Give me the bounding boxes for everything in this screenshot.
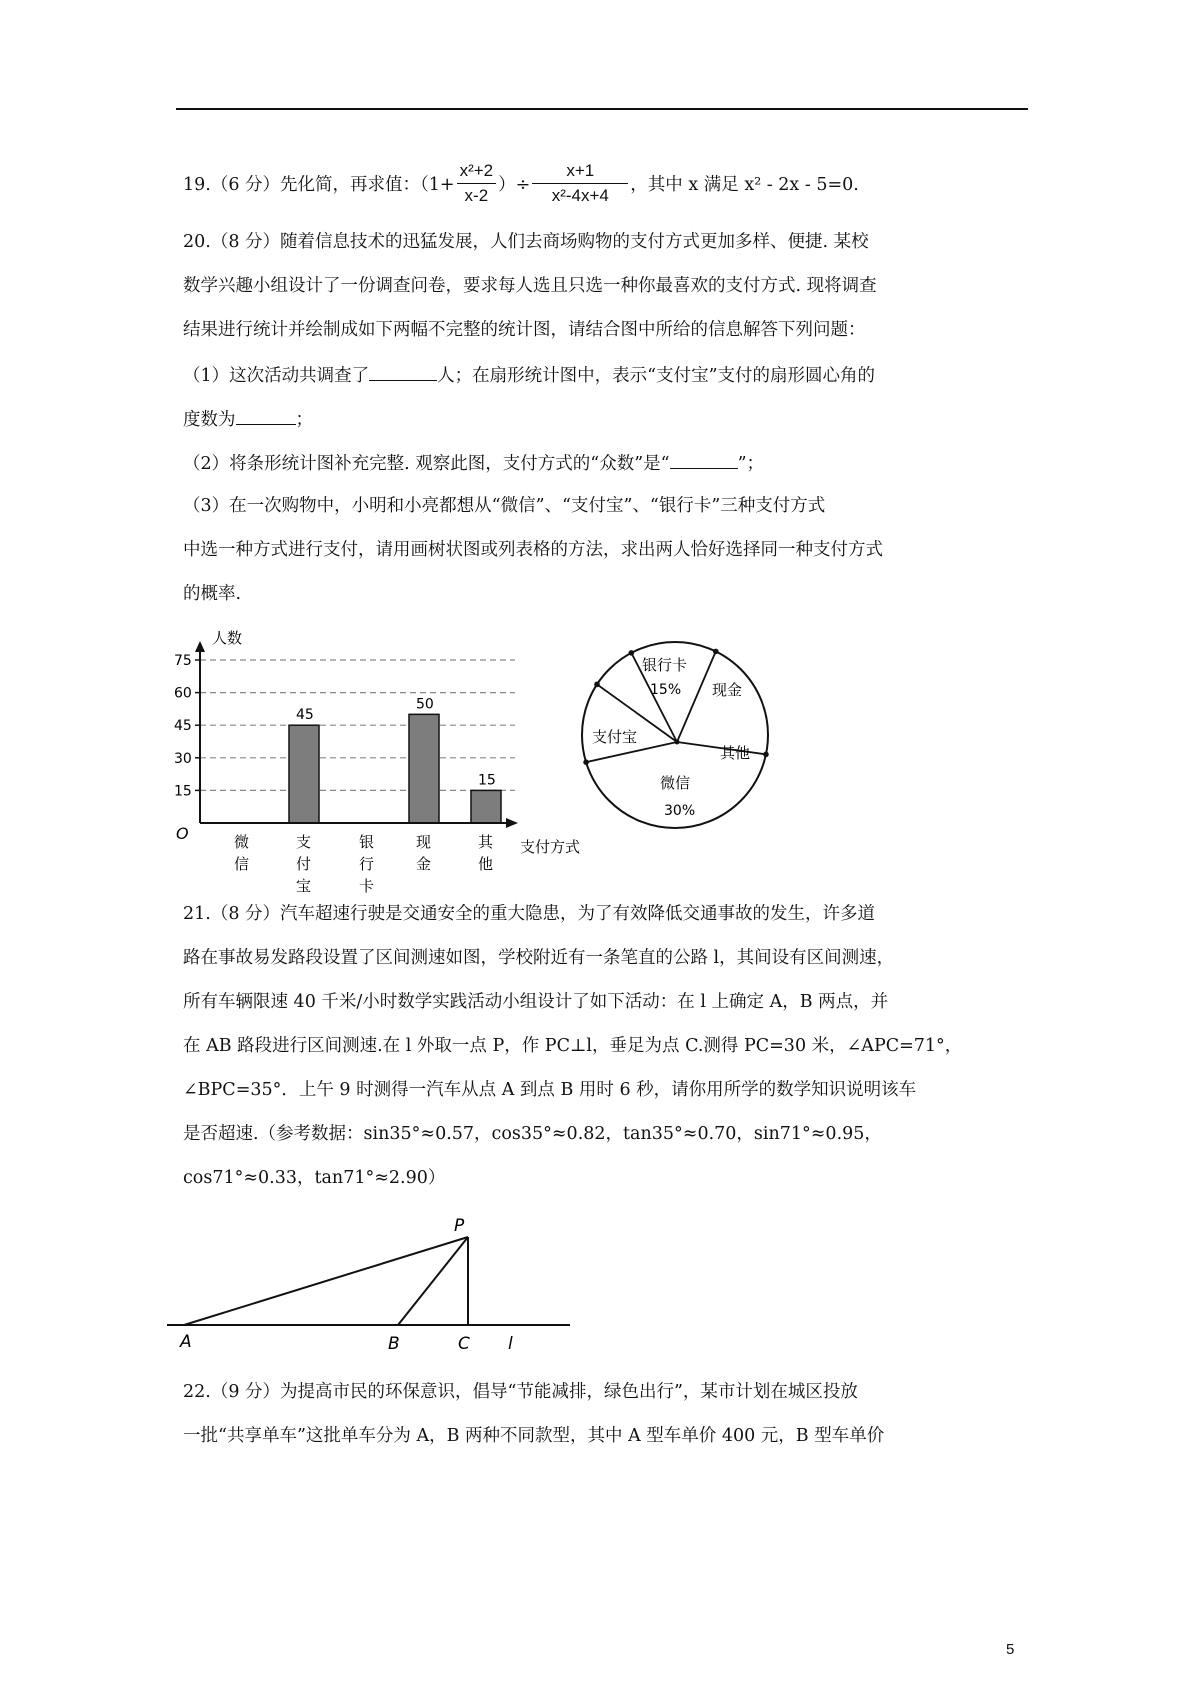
bar-value-label: 45 bbox=[296, 707, 314, 724]
y-axis-title: 人数 bbox=[212, 629, 243, 647]
x-tick-label: 现 bbox=[416, 833, 432, 851]
q21-line-1: 21.（8 分）汽车超速行驶是交通安全的重大隐患，为了有效降低交通事故的发生，许多道 bbox=[183, 904, 876, 924]
bar bbox=[409, 714, 439, 823]
answer-blank bbox=[236, 406, 296, 425]
pie-slice-label: 其他 bbox=[720, 744, 751, 762]
q20-part-2 bbox=[183, 450, 764, 476]
header-rule bbox=[176, 108, 1028, 110]
y-tick-label: 15 bbox=[174, 783, 192, 800]
y-tick-label: 30 bbox=[174, 750, 192, 767]
q21-line-5: ∠BPC=35°．上午 9 时测得一汽车从点 A 到点 B 用时 6 秒，请你用所学的数学知识说明该车 bbox=[183, 1080, 917, 1100]
q21-line-2: 路在事故易发路段设置了区间测速如图，学校附近有一条笔直的公路 l，其间设有区间测速， bbox=[183, 948, 895, 968]
q20-line-1: 20.（8 分）随着信息技术的迅猛发展，人们去商场购物的支付方式更加多样、便捷. 某校 bbox=[183, 232, 869, 252]
q20-part-3-line-3: 的概率. bbox=[183, 584, 242, 604]
y-tick-label: 75 bbox=[174, 653, 192, 669]
q19-fraction-1 bbox=[457, 160, 497, 207]
y-tick-label: 45 bbox=[174, 718, 192, 735]
q20-part-3-line-2: 中选一种方式进行支付，请用画树状图或列表格的方法，求出两人恰好选择同一种支付方式 bbox=[183, 540, 883, 560]
x-tick-label: 宝 bbox=[296, 877, 312, 895]
q21-line-6: 是否超速.（参考数据：sin35°≈0.57，cos35°≈0.82，tan35°≈0.70，sin71°≈0.95， bbox=[183, 1124, 882, 1144]
x-tick-label: 银 bbox=[359, 833, 375, 851]
q19-frac1-denominator: x-2 bbox=[464, 186, 489, 205]
answer-blank bbox=[369, 362, 437, 381]
pie-boundary-dot bbox=[713, 649, 719, 655]
q19-frac2-numerator: x+1 bbox=[532, 160, 628, 184]
x-tick-label: 行 bbox=[359, 855, 375, 873]
x-tick-label: 他 bbox=[478, 855, 494, 873]
x-tick-label: 其 bbox=[478, 833, 494, 851]
x-axis-title: 支付方式 bbox=[520, 838, 581, 856]
pie-slice-label: 微信 bbox=[660, 774, 691, 792]
pie-slice-percent: 30% bbox=[664, 803, 696, 819]
pie-slice-label: 银行卡 bbox=[642, 656, 688, 674]
point-B-label: B bbox=[388, 1334, 400, 1354]
pie-center-dot bbox=[675, 740, 680, 745]
q19-fraction-2 bbox=[532, 160, 628, 207]
q19-line bbox=[183, 160, 859, 207]
pie-slice-percent: 15% bbox=[650, 682, 682, 698]
q20-line-3: 结果进行统计并绘制成如下两幅不完整的统计图，请结合图中所给的信息解答下列问题： bbox=[183, 320, 866, 340]
q20-part-1-line-2 bbox=[183, 406, 313, 432]
x-tick-label: 支 bbox=[296, 833, 312, 851]
origin-label: O bbox=[176, 824, 189, 843]
q21-line-3: 所有车辆限速 40 千米/小时数学实践活动小组设计了如下活动：在 l 上确定 A，B 两点，并 bbox=[183, 992, 889, 1012]
q21-line-7: cos71°≈0.33，tan71°≈2.90） bbox=[183, 1168, 446, 1188]
q19-frac2-denominator: x²-4x+4 bbox=[551, 186, 609, 205]
q20-part-2-text-a: （2）将条形统计图补充完整. 观察此图，支付方式的“众数”是“ bbox=[183, 454, 670, 474]
y-tick-label: 60 bbox=[174, 685, 192, 702]
q22-line-2: 一批“共享单车”这批单车分为 A，B 两种不同款型，其中 A 型车单价 400 元，B 型车单价 bbox=[183, 1426, 885, 1446]
x-tick-label: 信 bbox=[234, 855, 250, 873]
pie-slice-label: 现金 bbox=[712, 681, 743, 699]
geometry-figure bbox=[160, 1215, 580, 1365]
q20-part-2-text-b: ”； bbox=[737, 454, 765, 474]
q19-frac1-numerator: x²+2 bbox=[457, 160, 497, 184]
answer-blank bbox=[670, 450, 738, 469]
x-tick-label: 付 bbox=[296, 855, 312, 873]
q20-part-1-line-1 bbox=[183, 362, 875, 388]
q22-line-1: 22.（9 分）为提高市民的环保意识，倡导“节能减排，绿色出行”，某市计划在城区投放 bbox=[183, 1382, 858, 1402]
bar-value-label: 50 bbox=[416, 696, 434, 713]
x-tick-label: 微 bbox=[234, 833, 250, 851]
pie-boundary-dot bbox=[583, 759, 589, 765]
x-tick-label: 卡 bbox=[359, 877, 375, 895]
segment-AP bbox=[184, 1237, 468, 1325]
point-C-label: C bbox=[458, 1334, 470, 1354]
q19-prefix: 19.（6 分）先化简，再求值：（1+ bbox=[183, 175, 455, 195]
bar bbox=[471, 790, 501, 823]
x-tick-label: 金 bbox=[416, 855, 432, 873]
x-axis-arrow bbox=[506, 818, 518, 828]
pie-chart bbox=[570, 630, 780, 840]
pie-boundary-dot bbox=[594, 682, 600, 688]
q20-part-1-text-a: （1）这次活动共调查了 bbox=[183, 366, 370, 386]
q20-part-1-text-c: 度数为 bbox=[183, 410, 236, 430]
q20-part-1-text-d: ； bbox=[295, 410, 313, 430]
q20-part-1-text-b: 人；在扇形统计图中，表示“支付宝”支付的扇形圆心角的 bbox=[437, 366, 876, 386]
q20-part-3-line-1: （3）在一次购物中，小明和小亮都想从“微信”、“支付宝”、“银行卡”三种支付方式 bbox=[183, 496, 826, 516]
point-A-label: A bbox=[180, 1332, 192, 1352]
q21-line-4: 在 AB 路段进行区间测速.在 l 外取一点 P，作 PC⊥l，垂足为点 C.测得 PC=30 米，∠APC=71°， bbox=[183, 1036, 963, 1056]
q19-suffix: ，其中 x 满足 x² - 2x - 5=0. bbox=[630, 175, 859, 195]
y-axis-arrow bbox=[195, 641, 205, 652]
line-l-label: l bbox=[508, 1334, 513, 1354]
pie-boundary-dot bbox=[629, 650, 635, 656]
pie-slice-label: 支付宝 bbox=[592, 728, 638, 746]
bar-value-label: 15 bbox=[478, 772, 496, 789]
segment-BP bbox=[398, 1237, 468, 1325]
bar bbox=[289, 725, 319, 823]
pie-boundary-dot bbox=[763, 752, 769, 758]
q20-line-2: 数学兴趣小组设计了一份调查问卷，要求每人选且只选一种你最喜欢的支付方式. 现将调查 bbox=[183, 276, 877, 296]
page-number: 5 bbox=[1006, 1641, 1015, 1658]
point-P-label: P bbox=[454, 1216, 465, 1236]
q19-mid: ）÷ bbox=[498, 175, 531, 195]
